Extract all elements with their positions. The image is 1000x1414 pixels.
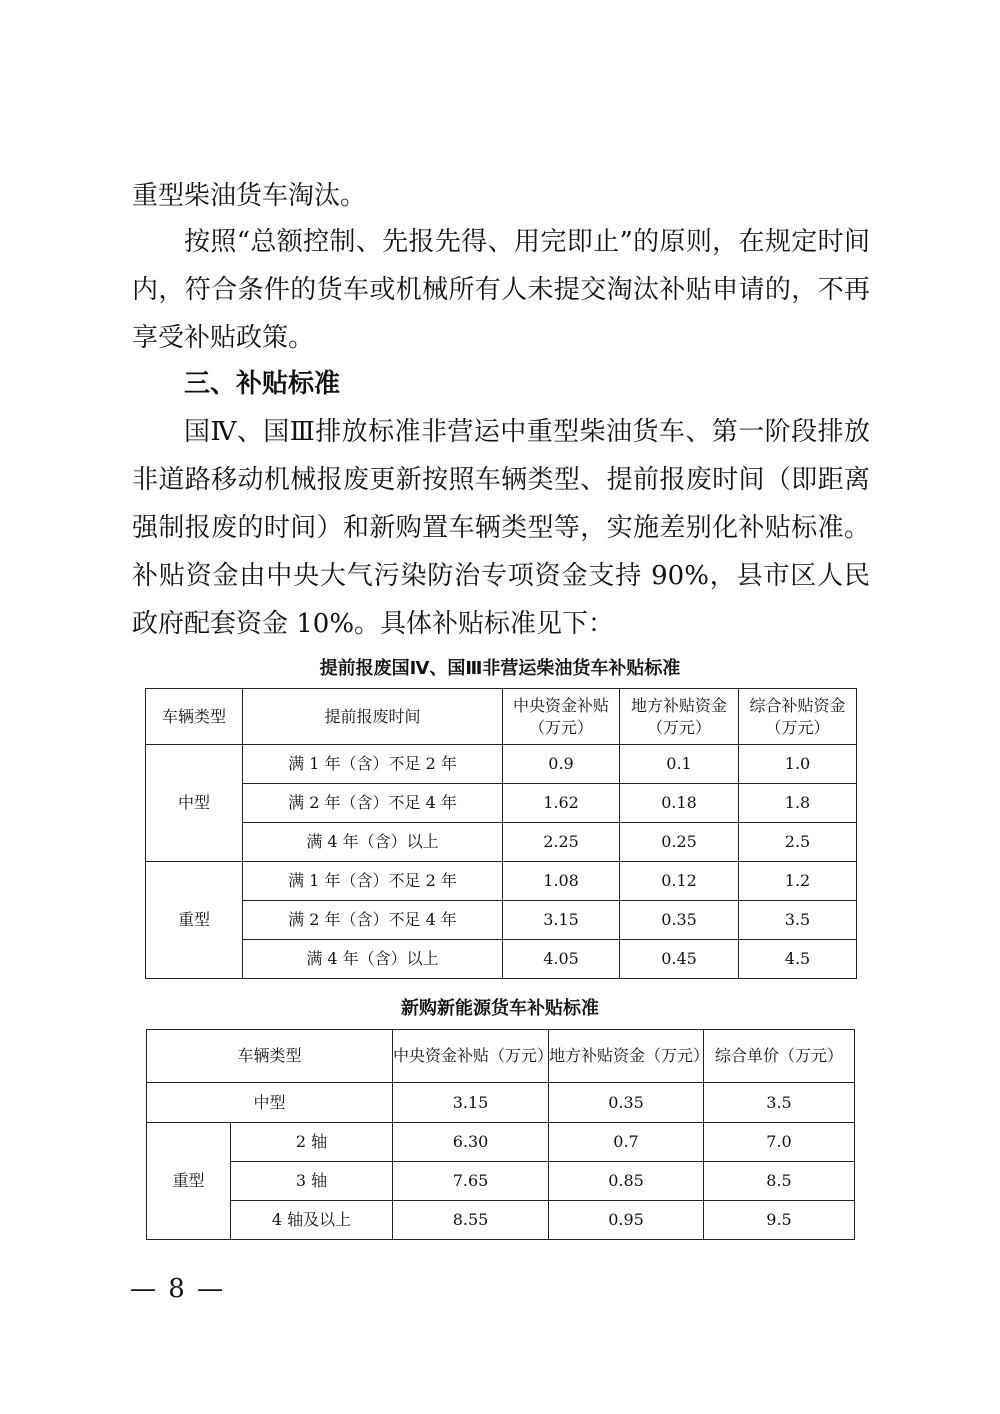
central-cell: 6.30 — [393, 1123, 549, 1162]
period-cell: 满 2 年（含）不足 4 年 — [243, 901, 503, 940]
table2-header-unit-price: 综合单价（万元） — [704, 1030, 855, 1083]
period-cell: 满 2 年（含）不足 4 年 — [243, 784, 503, 823]
period-cell: 满 4 年（含）以上 — [243, 940, 503, 979]
table2-caption: 新购新能源货车补贴标准 — [401, 998, 599, 1019]
table-early-scrappage — [145, 688, 857, 979]
table-row — [146, 862, 857, 901]
axle-cell: 4 轴及以上 — [231, 1201, 393, 1240]
total-cell: 3.5 — [704, 1083, 855, 1123]
vehicle-type-cell: 重型 — [146, 862, 243, 979]
total-cell: 4.5 — [739, 940, 857, 979]
table2-header-central: 中央资金补贴（万元） — [393, 1030, 549, 1083]
period-cell: 满 1 年（含）不足 2 年 — [243, 862, 503, 901]
total-cell: 1.2 — [739, 862, 857, 901]
vehicle-type-cell: 重型 — [147, 1123, 231, 1240]
table-row — [147, 1162, 855, 1201]
central-cell: 3.15 — [393, 1083, 549, 1123]
table-row — [146, 784, 857, 823]
central-cell: 8.55 — [393, 1201, 549, 1240]
table2-header-local: 地方补贴资金（万元） — [549, 1030, 704, 1083]
central-cell: 4.05 — [503, 940, 620, 979]
total-cell: 1.0 — [739, 745, 857, 784]
paragraph-3: 国Ⅳ、国Ⅲ排放标准非营运中重型柴油货车、第一阶段排放非道路移动机械报废更新按照车辆类型、提前报废时间（即距离强制报废的时间）和新购置车辆类型等，实施差别化补贴标准。补贴资金由中央大气污染防治专项资金支持 90%，县市区人民政府配套资金 10%。具体补贴标准见下： — [132, 417, 870, 639]
table1-header-total: 综合补贴资金（万元） — [739, 689, 857, 745]
total-cell: 9.5 — [704, 1201, 855, 1240]
local-cell: 0.35 — [620, 901, 739, 940]
table-row — [146, 745, 857, 784]
table2-header-row — [147, 1030, 855, 1083]
page-number: — 8 — — [130, 1274, 226, 1304]
local-cell: 0.1 — [620, 745, 739, 784]
local-cell: 0.35 — [549, 1083, 704, 1123]
table1-header-vehicle-type: 车辆类型 — [146, 689, 243, 745]
axle-cell: 2 轴 — [231, 1123, 393, 1162]
total-cell: 8.5 — [704, 1162, 855, 1201]
central-cell: 1.62 — [503, 784, 620, 823]
central-cell: 1.08 — [503, 862, 620, 901]
total-cell: 2.5 — [739, 823, 857, 862]
central-cell: 0.9 — [503, 745, 620, 784]
table-row — [146, 940, 857, 979]
table-row — [147, 1083, 855, 1123]
local-cell: 0.12 — [620, 862, 739, 901]
local-cell: 0.85 — [549, 1162, 704, 1201]
local-cell: 0.7 — [549, 1123, 704, 1162]
vehicle-type-cell: 中型 — [147, 1083, 393, 1123]
axle-cell: 3 轴 — [231, 1162, 393, 1201]
table-row — [147, 1123, 855, 1162]
central-cell: 7.65 — [393, 1162, 549, 1201]
table-row — [146, 823, 857, 862]
table-new-energy-purchase — [146, 1029, 855, 1240]
paragraph-2: 按照“总额控制、先报先得、用完即止”的原则，在规定时间内，符合条件的货车或机械所有人未提交淘汰补贴申请的，不再享受补贴政策。 — [132, 227, 870, 353]
table-row — [146, 901, 857, 940]
central-cell: 3.15 — [503, 901, 620, 940]
period-cell: 满 4 年（含）以上 — [243, 823, 503, 862]
local-cell: 0.95 — [549, 1201, 704, 1240]
central-cell: 2.25 — [503, 823, 620, 862]
total-cell: 3.5 — [739, 901, 857, 940]
total-cell: 7.0 — [704, 1123, 855, 1162]
table1-header-period: 提前报废时间 — [243, 689, 503, 745]
table1-header-local: 地方补贴资金（万元） — [620, 689, 739, 745]
vehicle-type-cell: 中型 — [146, 745, 243, 862]
total-cell: 1.8 — [739, 784, 857, 823]
table1-header-row — [146, 689, 857, 745]
local-cell: 0.18 — [620, 784, 739, 823]
table1-header-central: 中央资金补贴（万元） — [503, 689, 620, 745]
table-row — [147, 1201, 855, 1240]
table2-header-vehicle-type: 车辆类型 — [147, 1030, 393, 1083]
table1-caption: 提前报废国Ⅳ、国Ⅲ非营运柴油货车补贴标准 — [319, 658, 681, 679]
local-cell: 0.45 — [620, 940, 739, 979]
paragraph-1: 重型柴油货车淘汰。 — [132, 181, 367, 211]
section-heading: 三、补贴标准 — [184, 369, 341, 399]
local-cell: 0.25 — [620, 823, 739, 862]
period-cell: 满 1 年（含）不足 2 年 — [243, 745, 503, 784]
